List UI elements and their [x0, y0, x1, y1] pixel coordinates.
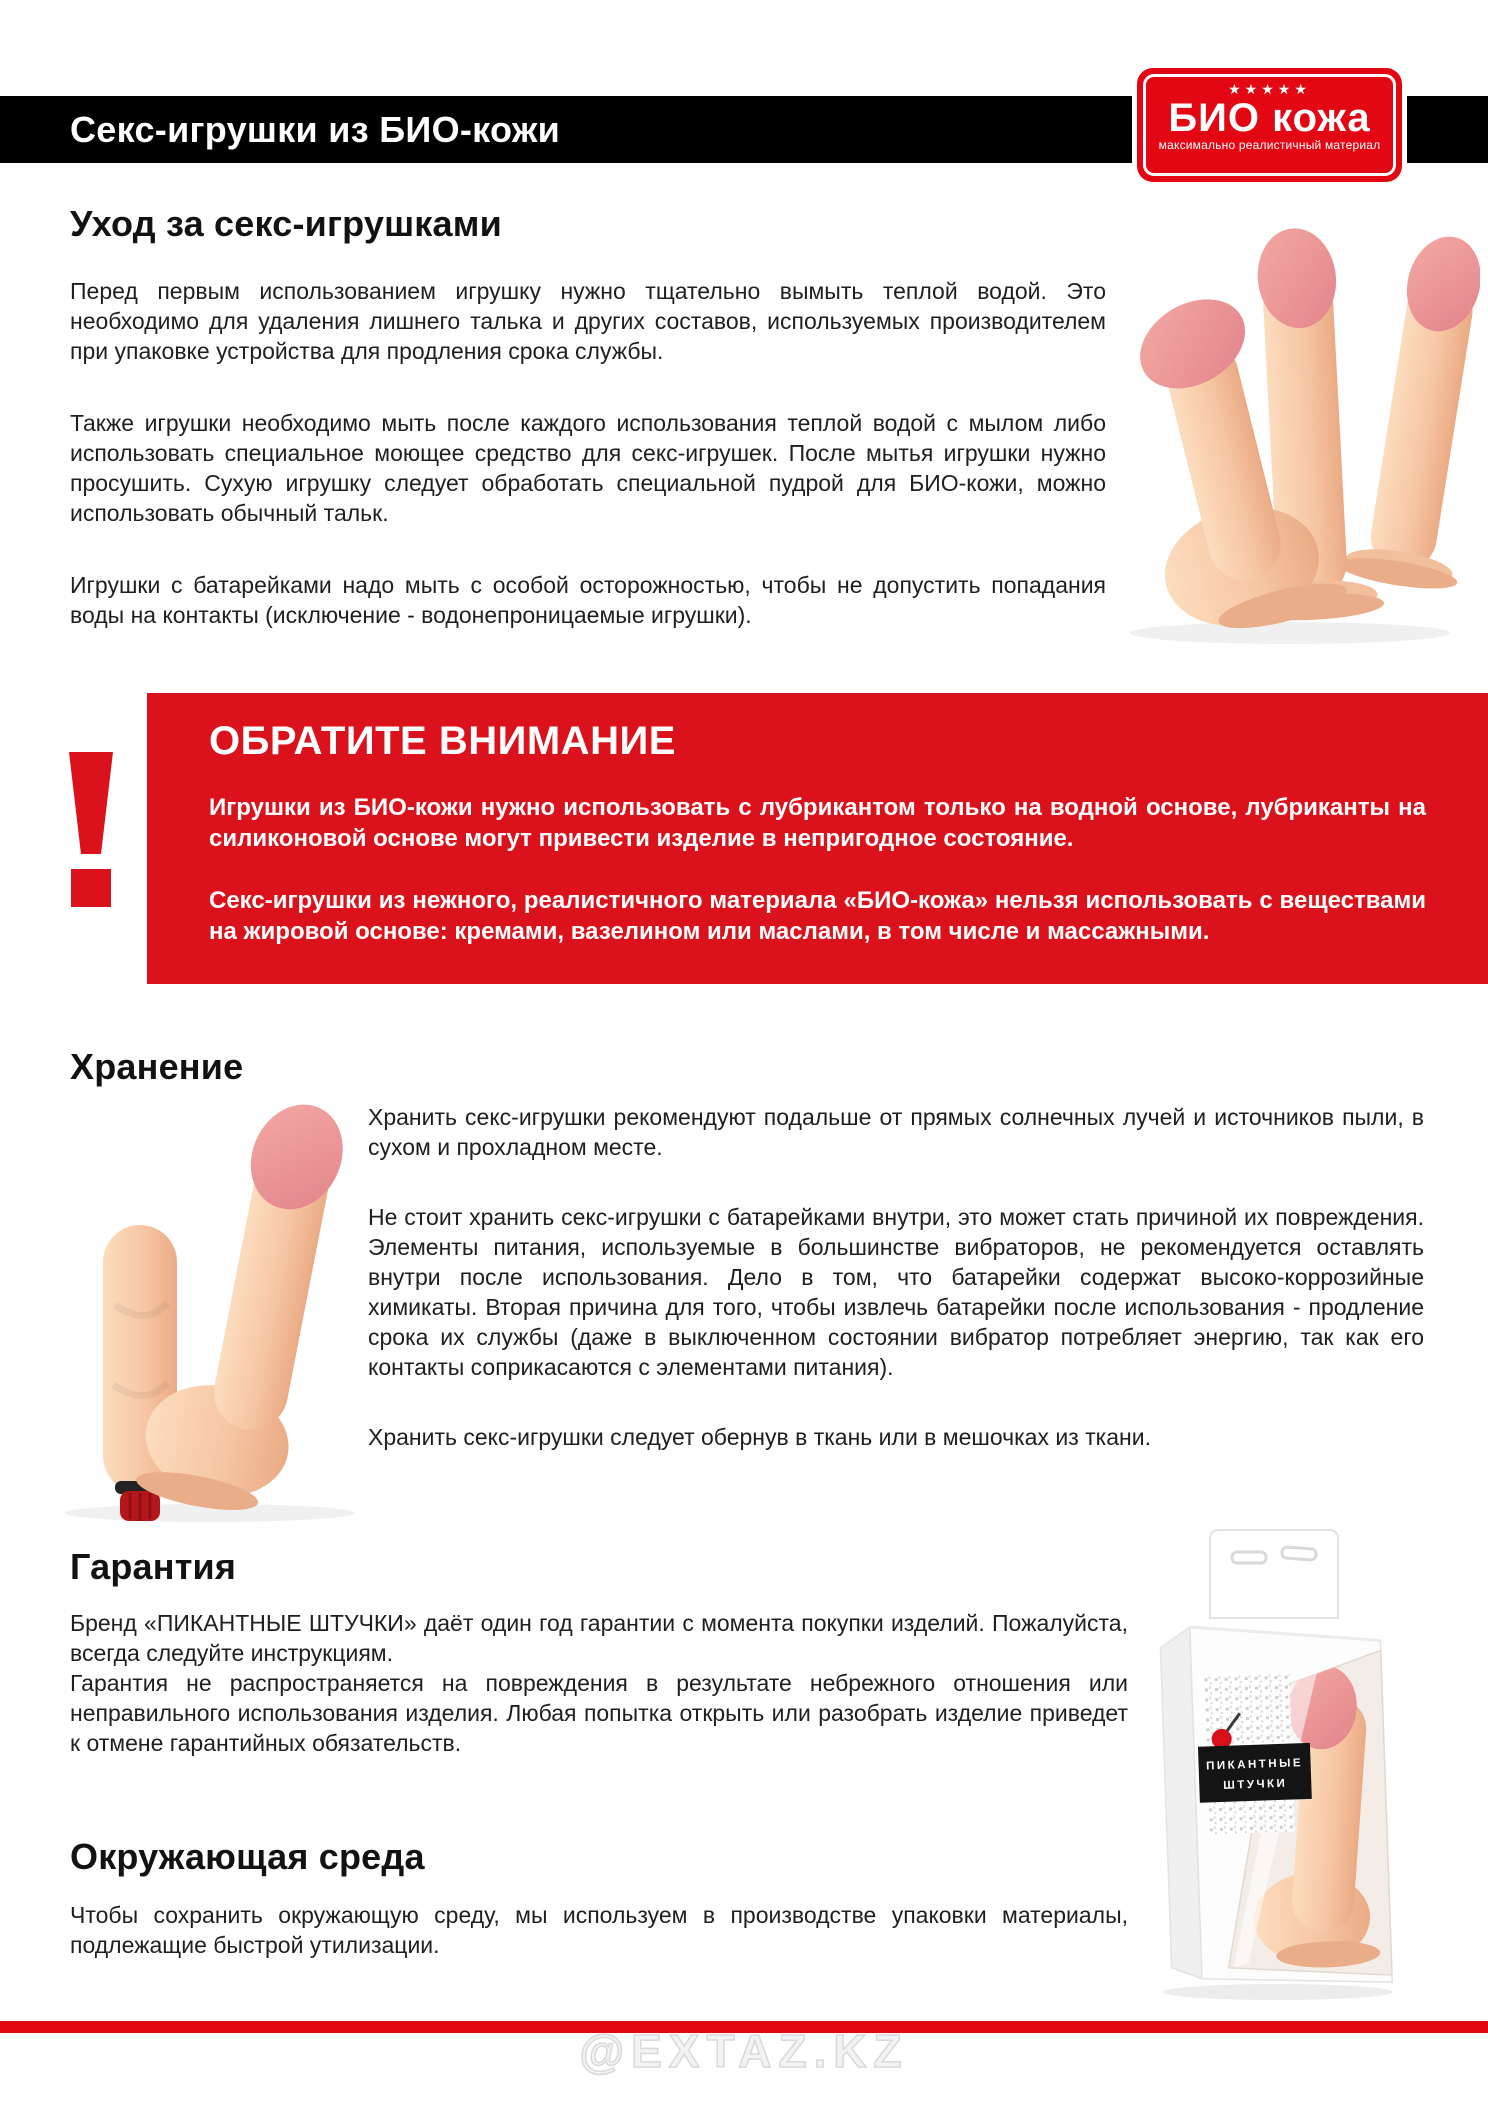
warranty-paragraph: Бренд «ПИКАНТНЫЕ ШТУЧКИ» даёт один год гарантии с момента покупки изделий. Пожалуйста, всегда следуйте инструкциям. [70, 1610, 1128, 1666]
star-icons: ★★★★★ [1228, 81, 1311, 97]
attention-paragraph: Секс-игрушки из нежного, реалистичного материала «БИО-кожа» нельзя использовать с веществами на жировой основе: кремами, вазелином или маслами, в том числе и массажными. [209, 887, 1426, 945]
brand-label-line1: ПИКАНТНЫЕ [1205, 1757, 1304, 1773]
brand-label-line2: ШТУЧКИ [1223, 1777, 1288, 1792]
care-paragraph: Также игрушки необходимо мыть после каждого использования теплой водой с мылом либо использовать специальное моющее средство для секс-игрушек. После мытья игрушки нужно просушить. Сухую игрушку следует обработать специальной пудрой для БИО-кожи, можно использовать обычный тальк. [70, 410, 1106, 526]
section-heading-storage: Хранение [70, 1046, 244, 1087]
toy-right [1337, 224, 1480, 595]
brand-logo [1137, 68, 1402, 182]
exclamation-icon [68, 752, 118, 910]
attention-box [147, 693, 1488, 984]
product-photo-storage-toys [45, 1085, 365, 1525]
photo-shadow [1130, 622, 1450, 644]
section-heading-warranty: Гарантия [70, 1546, 237, 1587]
hang-tab [1210, 1530, 1338, 1618]
storage-paragraph: Не стоит хранить секс-игрушки с батарейками внутри, это может стать причиной их повреждения. Элементы питания, используемые в большинстве вибраторов, не рекомендуется оставлять внутри после использования. Дело в том, что батарейки содержат высоко-коррозийные химикаты. Вторая причина для того, чтобы извлечь батарейки после использования - продление срока их службы (даже в выключенном состоянии вибратор потребляет энергию, так как его контакты соприкасаются с элементами питания). [368, 1204, 1424, 1380]
box-body [1160, 1620, 1392, 1989]
care-text-column [70, 276, 1106, 672]
section-heading-care: Уход за секс-игрушками [70, 203, 502, 244]
warranty-paragraph: Гарантия не распространяется на повреждения в результате небрежного отношения или неправильного использования изделия. Любая попытка открыть или разобрать изделие приведет к отмене гарантийных обязательств. [70, 1670, 1128, 1756]
brand-label [1198, 1743, 1312, 1803]
warranty-text-column [70, 1608, 1128, 1758]
care-paragraph: Перед первым использованием игрушку нужно тщательно вымыть теплой водой. Это необходимо для удаления лишнего талька и других составов, используемых производителем при упаковке устройства для продления срока службы. [70, 278, 1106, 364]
brand-logo-frame [1143, 74, 1396, 176]
attention-paragraph: Игрушки из БИО-кожи нужно использовать с лубрикантом только на водной основе, лубриканты на силиконовой основе могут привести изделие в непригодное состояние. [209, 794, 1426, 852]
storage-text-column [368, 1102, 1424, 1492]
section-heading-environment: Окружающая среда [70, 1836, 425, 1877]
photo-shadow [1163, 1984, 1393, 2000]
attention-heading: ОБРАТИТЕ ВНИМАНИЕ [209, 719, 676, 763]
care-paragraph: Игрушки с батарейками надо мыть с особой осторожностью, чтобы не допустить попадания воды на контакты (исключение - водонепроницаемые игрушки). [70, 572, 1106, 628]
product-photo-package-box [1148, 1524, 1408, 2004]
page-title: Секс-игрушки из БИО-кожи [70, 109, 561, 150]
environment-text-column [70, 1900, 1128, 1996]
product-photo-three-toys [1100, 218, 1480, 648]
storage-paragraph: Хранить секс-игрушки рекомендуют подальше от прямых солнечных лучей и источников пыли, в сухом и прохладном месте. [368, 1104, 1424, 1160]
watermark: @EXTAZ.KZ [579, 2025, 909, 2077]
brand-name: БИО кожа [1168, 96, 1371, 140]
brand-tagline: максимально реалистичный материал [1158, 138, 1381, 152]
storage-paragraph: Хранить секс-игрушки следует обернув в ткань или в мешочках из ткани. [368, 1424, 1151, 1450]
environment-paragraph: Чтобы сохранить окружающую среду, мы используем в производстве упаковки материалы, подлежащие быстрой утилизации. [70, 1902, 1128, 1958]
